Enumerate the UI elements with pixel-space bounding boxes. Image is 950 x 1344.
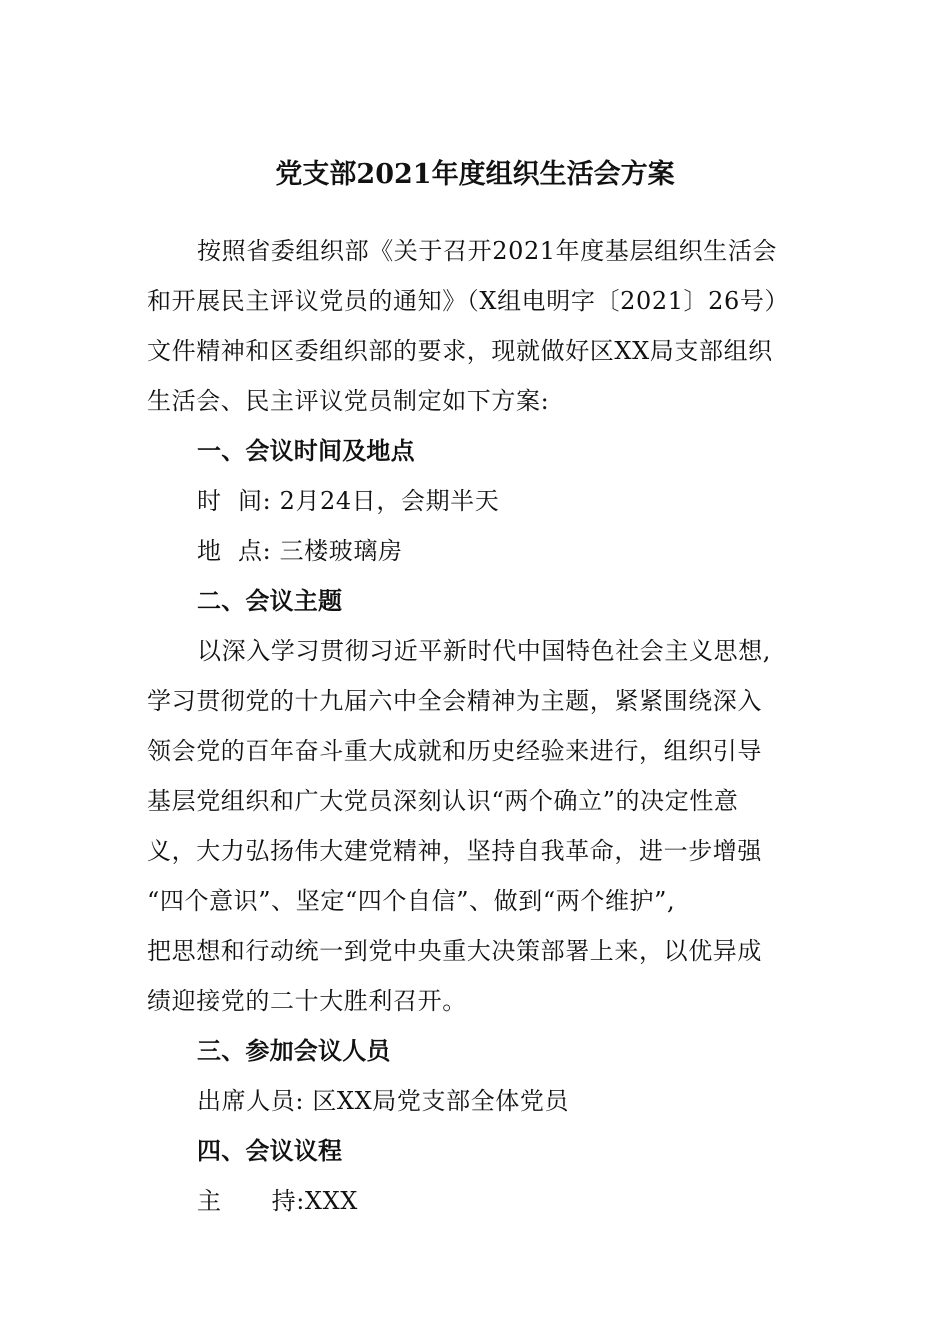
section-3-heading: 三、参加会议人员 [197,1036,391,1065]
theme-line-1: 以深入学习贯彻习近平新时代中国特色社会主义思想, [197,637,772,665]
theme-line-2: 学习贯彻党的十九届六中全会精神为主题，紧紧围绕深入 [147,687,762,715]
theme-line-6: “四个意识”、坚定“四个自信”、做到“两个维护”, [147,887,676,915]
host-value: XXX [304,1187,358,1215]
meeting-place-line: 地 点: 三楼玻璃房 [197,537,403,565]
section-1-heading: 一、会议时间及地点 [197,436,415,465]
intro-line-1: 按照省委组织部《关于召开2021年度基层组织生活会 [197,237,778,265]
section-2-heading: 二、会议主题 [197,586,343,615]
theme-line-7: 把思想和行动统一到党中央重大决策部署上来，以优异成 [147,937,762,965]
theme-line-3: 领会党的百年奋斗重大成就和历史经验来进行，组织引导 [147,737,762,765]
intro-line-4: 生活会、民主评议党员制定如下方案: [147,387,550,415]
theme-line-4: 基层党组织和广大党员深刻认识“两个确立”的决定性意 [147,787,739,815]
intro-line-2: 和开展民主评议党员的通知》（X组电明字〔2021〕26号） [147,287,790,315]
theme-line-8: 绩迎接党的二十大胜利召开。 [147,987,467,1015]
document-body [147,229,812,1229]
section-4-heading: 四、会议议程 [197,1136,343,1165]
document-title: 党支部2021年度组织生活会方案 [275,159,675,190]
host-label: 主 [197,1187,222,1215]
meeting-time-line: 时 间: 2月24日，会期半天 [197,487,500,515]
theme-line-5: 义，大力弘扬伟大建党精神，坚持自我革命，进一步增强 [147,837,762,865]
host-line [147,1179,812,1229]
attendees-line: 出席人员: 区XX局党支部全体党员 [197,1087,570,1115]
intro-line-3: 文件精神和区委组织部的要求，现就做好区XX局支部组织 [147,337,773,365]
host-label-2: 持: [271,1187,305,1215]
